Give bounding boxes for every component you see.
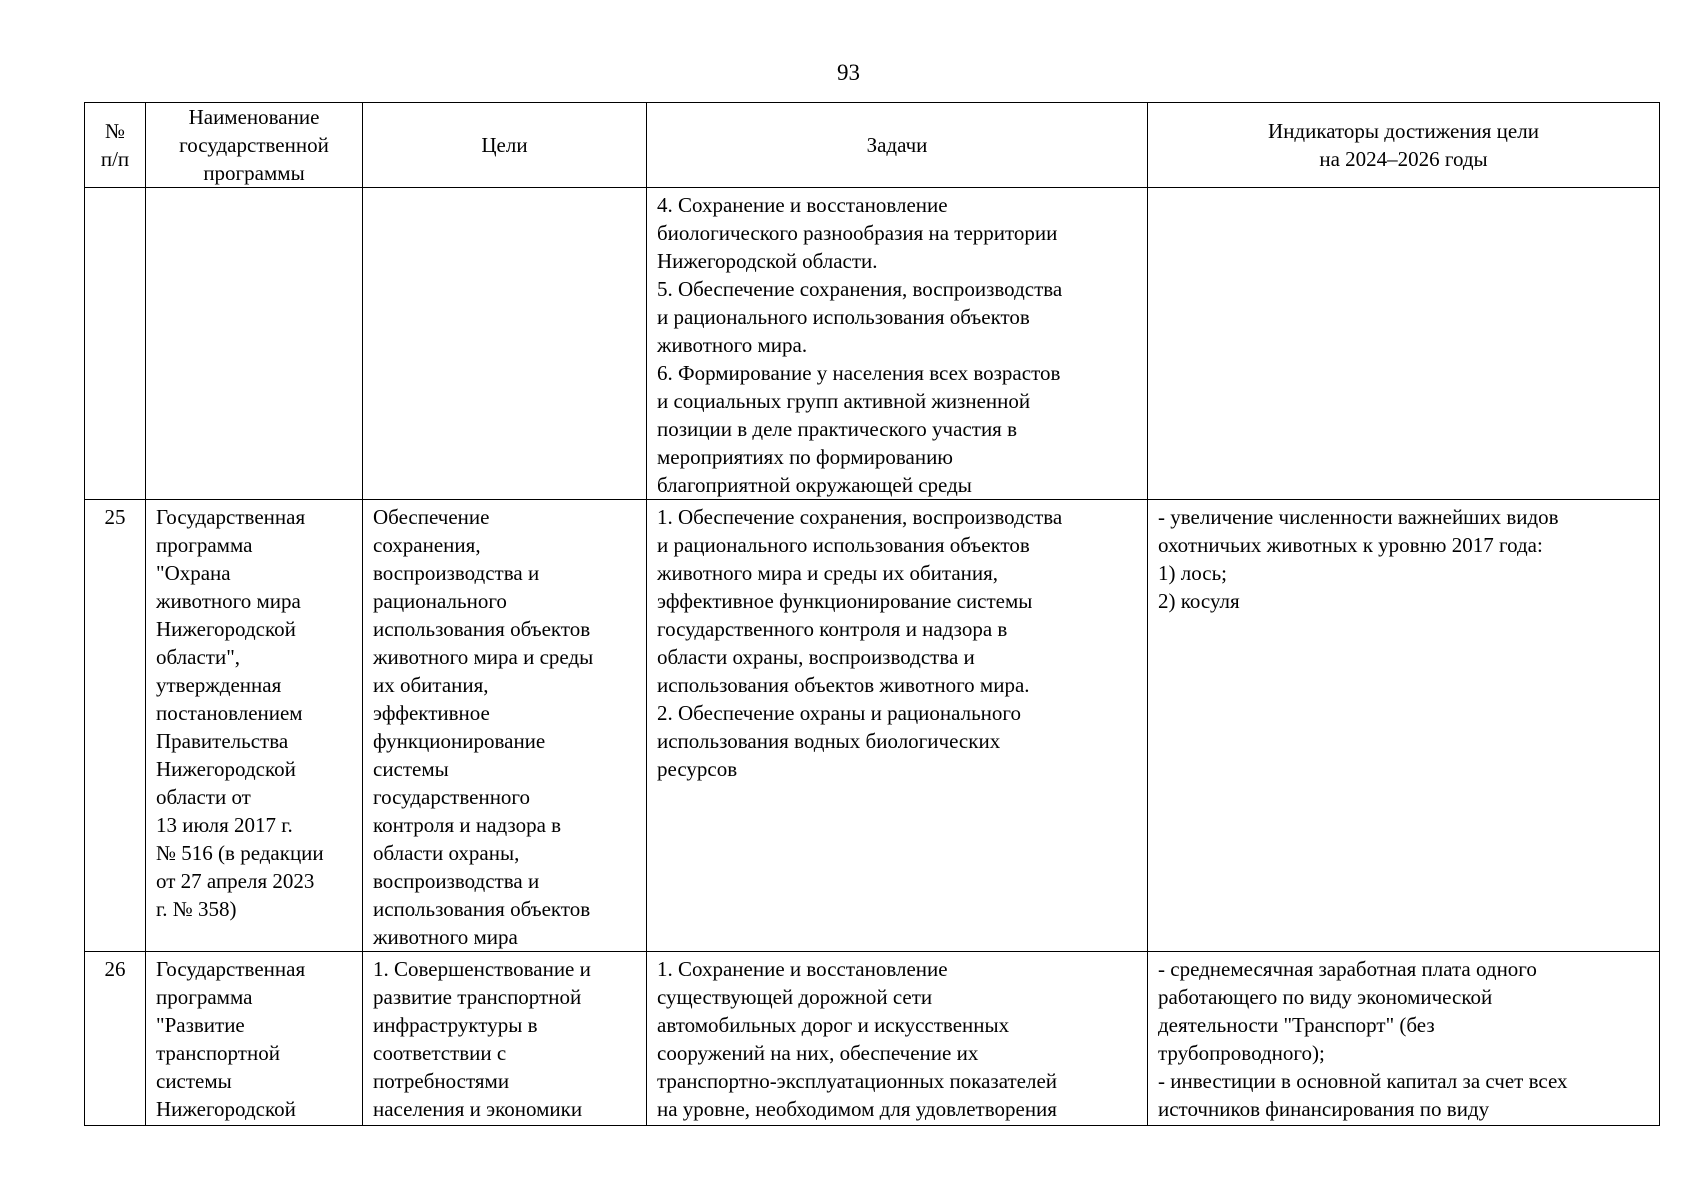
page-number: 93 xyxy=(837,60,860,85)
cell-tasks: 1. Обеспечение сохранения, воспроизводства и рационального использования объектов животного мира и среды их обитания, эффективное функционирование системы государственного контроля и надзора в области охраны, воспроизводства и использования объектов животного мира. 2. Обеспечение охраны и рационального использования водных биологических ресурсов xyxy=(647,500,1148,952)
cell-goals: Обеспечение сохранения, воспроизводства и рационального использования объектов животного мира и среды их обитания, эффективное функционирование системы государственного контроля и надзора в области охраны, воспроизводства и использования объектов животного мира xyxy=(363,500,647,952)
cell-goals: 1. Совершенствование и развитие транспортной инфраструктуры в соответствии с потребностями населения и экономики xyxy=(363,952,647,1126)
cell-tasks: 4. Сохранение и восстановление биологического разнообразия на территории Нижегородской области. 5. Обеспечение сохранения, воспроизводства и рационального использования объектов животного мира. 6. Формирование у населения всех возрастов и социальных групп активной жизненной позиции в деле практического участия в мероприятиях по формированию благоприятной окружающей среды xyxy=(647,188,1148,500)
cell-indicators xyxy=(1148,188,1660,500)
programs-table xyxy=(84,102,1660,1126)
cell-program-name xyxy=(146,188,363,500)
header-tasks: Задачи xyxy=(647,103,1148,188)
table-row xyxy=(85,952,1660,1126)
table-header-row xyxy=(85,103,1660,188)
cell-indicators: - увеличение численности важнейших видов охотничьих животных к уровню 2017 года: 1) лось; 2) косуля xyxy=(1148,500,1660,952)
table-row xyxy=(85,500,1660,952)
cell-tasks: 1. Сохранение и восстановление существующей дорожной сети автомобильных дорог и искусственных сооружений на них, обеспечение их транспортно-эксплуатационных показателей на уровне, необходимом для удовлетворения xyxy=(647,952,1148,1126)
cell-goals xyxy=(363,188,647,500)
cell-num: 25 xyxy=(85,500,146,952)
table-row xyxy=(85,188,1660,500)
cell-num xyxy=(85,188,146,500)
cell-program-name: Государственная программа "Охрана животного мира Нижегородской области", утвержденная постановлением Правительства Нижегородской области от 13 июля 2017 г. № 516 (в редакции от 27 апреля 2023 г. № 358) xyxy=(146,500,363,952)
cell-indicators: - среднемесячная заработная плата одного работающего по виду экономической деятельности "Транспорт" (без трубопроводного); - инвестиции в основной капитал за счет всех источников финансирования по виду xyxy=(1148,952,1660,1126)
header-indicators: Индикаторы достижения цели на 2024–2026 годы xyxy=(1148,103,1660,188)
header-goals: Цели xyxy=(363,103,647,188)
header-program-name: Наименование государственной программы xyxy=(146,103,363,188)
cell-num: 26 xyxy=(85,952,146,1126)
header-num: № п/п xyxy=(85,103,146,188)
cell-program-name: Государственная программа "Развитие транспортной системы Нижегородской xyxy=(146,952,363,1126)
